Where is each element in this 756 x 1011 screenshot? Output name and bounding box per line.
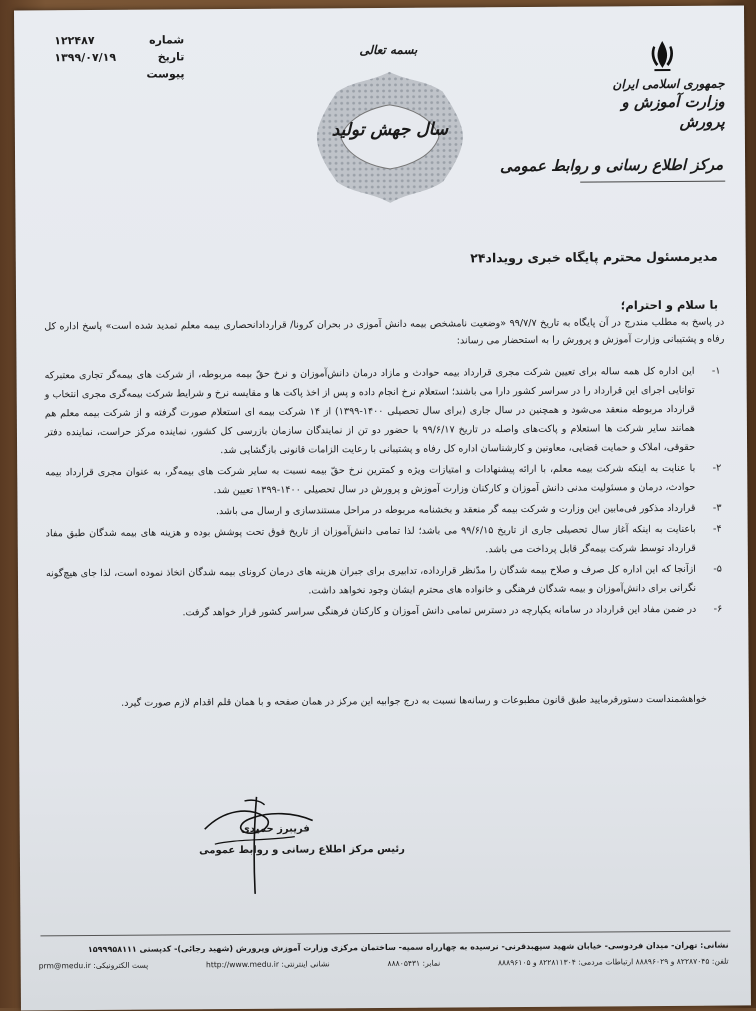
date-value: ۱۳۹۹/۰۷/۱۹ — [54, 50, 117, 65]
closing-paragraph: خواهشمنداست دستورفرمایید طبق قانون مطبوعات و رسانه‌ها نسبت به درج جوابیه این مرکز در همان صفحه و با همان قلم اقدام لازم صورت گیرد. — [121, 693, 707, 709]
item-number: ۱- — [711, 365, 721, 377]
list-item — [46, 600, 726, 624]
footer-website: نشانی اینترنتی: http://www.medu.ir — [205, 959, 330, 970]
item-number: ۳- — [712, 502, 722, 514]
header-divider — [580, 181, 725, 183]
besmeh-heading: بسمه تعالی — [359, 42, 418, 58]
footer-address: نشانی: تهران- میدان فردوسی- خیابان شهید سپهبدقرنی- نرسیده به چهارراه سمیه- ساختمان مرکزی وزارت آموزش وپرورش (شهید رجائی)- کدپستی ۱۵۹۹۹۵۸۱۱۱ — [87, 940, 729, 955]
letter-page — [14, 5, 751, 1010]
number-label: شماره — [149, 33, 185, 47]
item-number: ۲- — [712, 462, 722, 474]
ministry-name: وزارت آموزش و پرورش — [621, 92, 725, 131]
number-value: ۱۲۲۴۸۷ — [54, 33, 95, 48]
item-text: ازآنجا که این اداره کل صرف و صلاح بیمه شدگان را مدّنظر قرارداده، تدابیری برای جبران هزینه های درمان کرونای بیمه شدگان اتخاذ نموده است، لذا جای هیچ‌گونه نگرانی برای دانش‌آموزان و بیمه شدگان فرهنگی و خانواده های محترم ایشان وجود نخواهد داشت. — [45, 563, 697, 597]
numbered-items — [44, 362, 726, 626]
item-number: ۴- — [712, 523, 722, 535]
department-name: مرکز اطلاع رسانی و روابط عمومی — [499, 155, 724, 176]
date-label: تاریخ — [157, 50, 185, 64]
footer-email: پست الکترونیکی: prm@medu.ir — [38, 960, 149, 971]
attachment-label: پیوست — [146, 67, 185, 81]
year-slogan: سال جهش تولید — [331, 119, 449, 141]
iran-emblem-icon — [644, 38, 680, 74]
footer — [39, 938, 729, 975]
letter-meta — [54, 31, 184, 83]
footer-fax: نمابر: ۸۸۸۰۵۴۳۱ — [387, 958, 441, 968]
footer-phone: تلفن: ۸۲۲۸۷۰۴۵ و ۸۸۸۹۶۰۲۹ ارتباطات مردمی: ۸۲۲۸۱۱۳۰۴ و ۸۸۸۹۶۱۰۵ — [497, 956, 729, 968]
list-item — [44, 362, 725, 462]
intro-paragraph: در پاسخ به مطلب مندرج در آن پایگاه به تاریخ ۹۹/۷/۷ «وضعیت نامشخص بیمه دانش آموزی در بحران کرونا/ قراردادانحصاری بیمه معلم تمدید شده است» پاسخ اداره کل رفاه و پشتیبانی وزارت آموزش و پرورش را به استحضار می رساند: — [44, 316, 725, 347]
item-text: این اداره کل همه ساله برای تعیین شرکت مجری قرارداد بیمه حوادث و مازاد درمان دانش‌آموزان و نرخ حقّ بیمه مربوطه، از شرکت های بیمه‌گر تجاری معتبرکه توانایی اجرای این قرارداد را در سراسر کشور دارا می باشند؛ استعلام نرخ انجام داده و پس از اخذ پاکت ها و مقایسه نرخ و شرایط شرکت بیمه‌گری مجری انتخاب و قرارداد مربوطه منعقد می‌شود و همچنین در سال جاری (برای سال تحصیلی ۱۴۰۰-۱۳۹۹) از ۱۴ شرکت بیمه ای استعلام صورت گرفته و از شرکت بیمه معلم هم همانند سایر شرکت ها استعلام و پاکت‌های واصله در تاریخ ۹۹/۶/۱۷ با حضور دو تن از نمایندگان سازمان بازرسی کل کشور، نماینده مرکز حراست، نماینده دفتر حقوقی، املاک و حمایت قضایی، معاونین و کارشناسان اداره کل رفاه و پشتیبانی با رعایت الزامات قانونی بازگشایی شد. — [44, 365, 696, 457]
item-text: باعنایت به اینکه آغاز سال تحصیلی جاری از تاریخ ۹۹/۶/۱۵ می باشد؛ لذا تمامی دانش‌آموزان از تاریخ فوق تحت پوشش بوده و هزینه های بیمه شدگان طبق مفاد قرارداد توسط شرکت بیمه‌گر قابل پرداخت می باشد. — [45, 523, 696, 556]
addressee: مدیرمسئول محترم پایگاه خبری رویداد۲۴ — [470, 248, 718, 266]
item-number: ۵- — [713, 563, 722, 575]
item-text: با عنایت به اینکه شرکت بیمه معلم، با ارائه پیشنهادات و امتیازات ویژه و کمترین نرخ حقّ بیمه نسبت به سایر شرکت های بیمه‌گر، به عنوان مجری قرارداد بیمه حوادث، درمان و مسئولیت مدنی دانش آموزان و کارکنان وزارت آموزش و پرورش در سال تحصیلی ۱۴۰۰-۱۳۹۹ تعیین شد. — [45, 462, 696, 497]
list-item — [46, 560, 726, 603]
country-name: جمهوری اسلامی ایران — [612, 76, 725, 92]
letterhead-title — [584, 76, 724, 133]
list-item — [46, 520, 726, 563]
greeting: با سلام و احترام؛ — [620, 297, 719, 313]
list-item — [45, 459, 725, 502]
list-item — [45, 499, 725, 523]
item-text: در ضمن مفاد این قرارداد در سامانه یکپارچه در دسترس تمامی دانش آموزان و کارکنان فرهنگی سراسر کشور قرار خواهد گرفت. — [182, 603, 697, 619]
signer-name: فریبرز حمیدی — [240, 823, 310, 835]
item-text: قرارداد مذکور فی‌مابین این وزارت و شرکت بیمه گر منعقد و بخشنامه مربوطه در مراحل مستندسازی و ارسال می باشد. — [215, 502, 696, 518]
footer-divider — [40, 931, 730, 937]
signer-title: رئیس مرکز اطلاع رسانی و روابط عمومی — [199, 843, 405, 857]
item-number: ۶- — [713, 603, 723, 615]
